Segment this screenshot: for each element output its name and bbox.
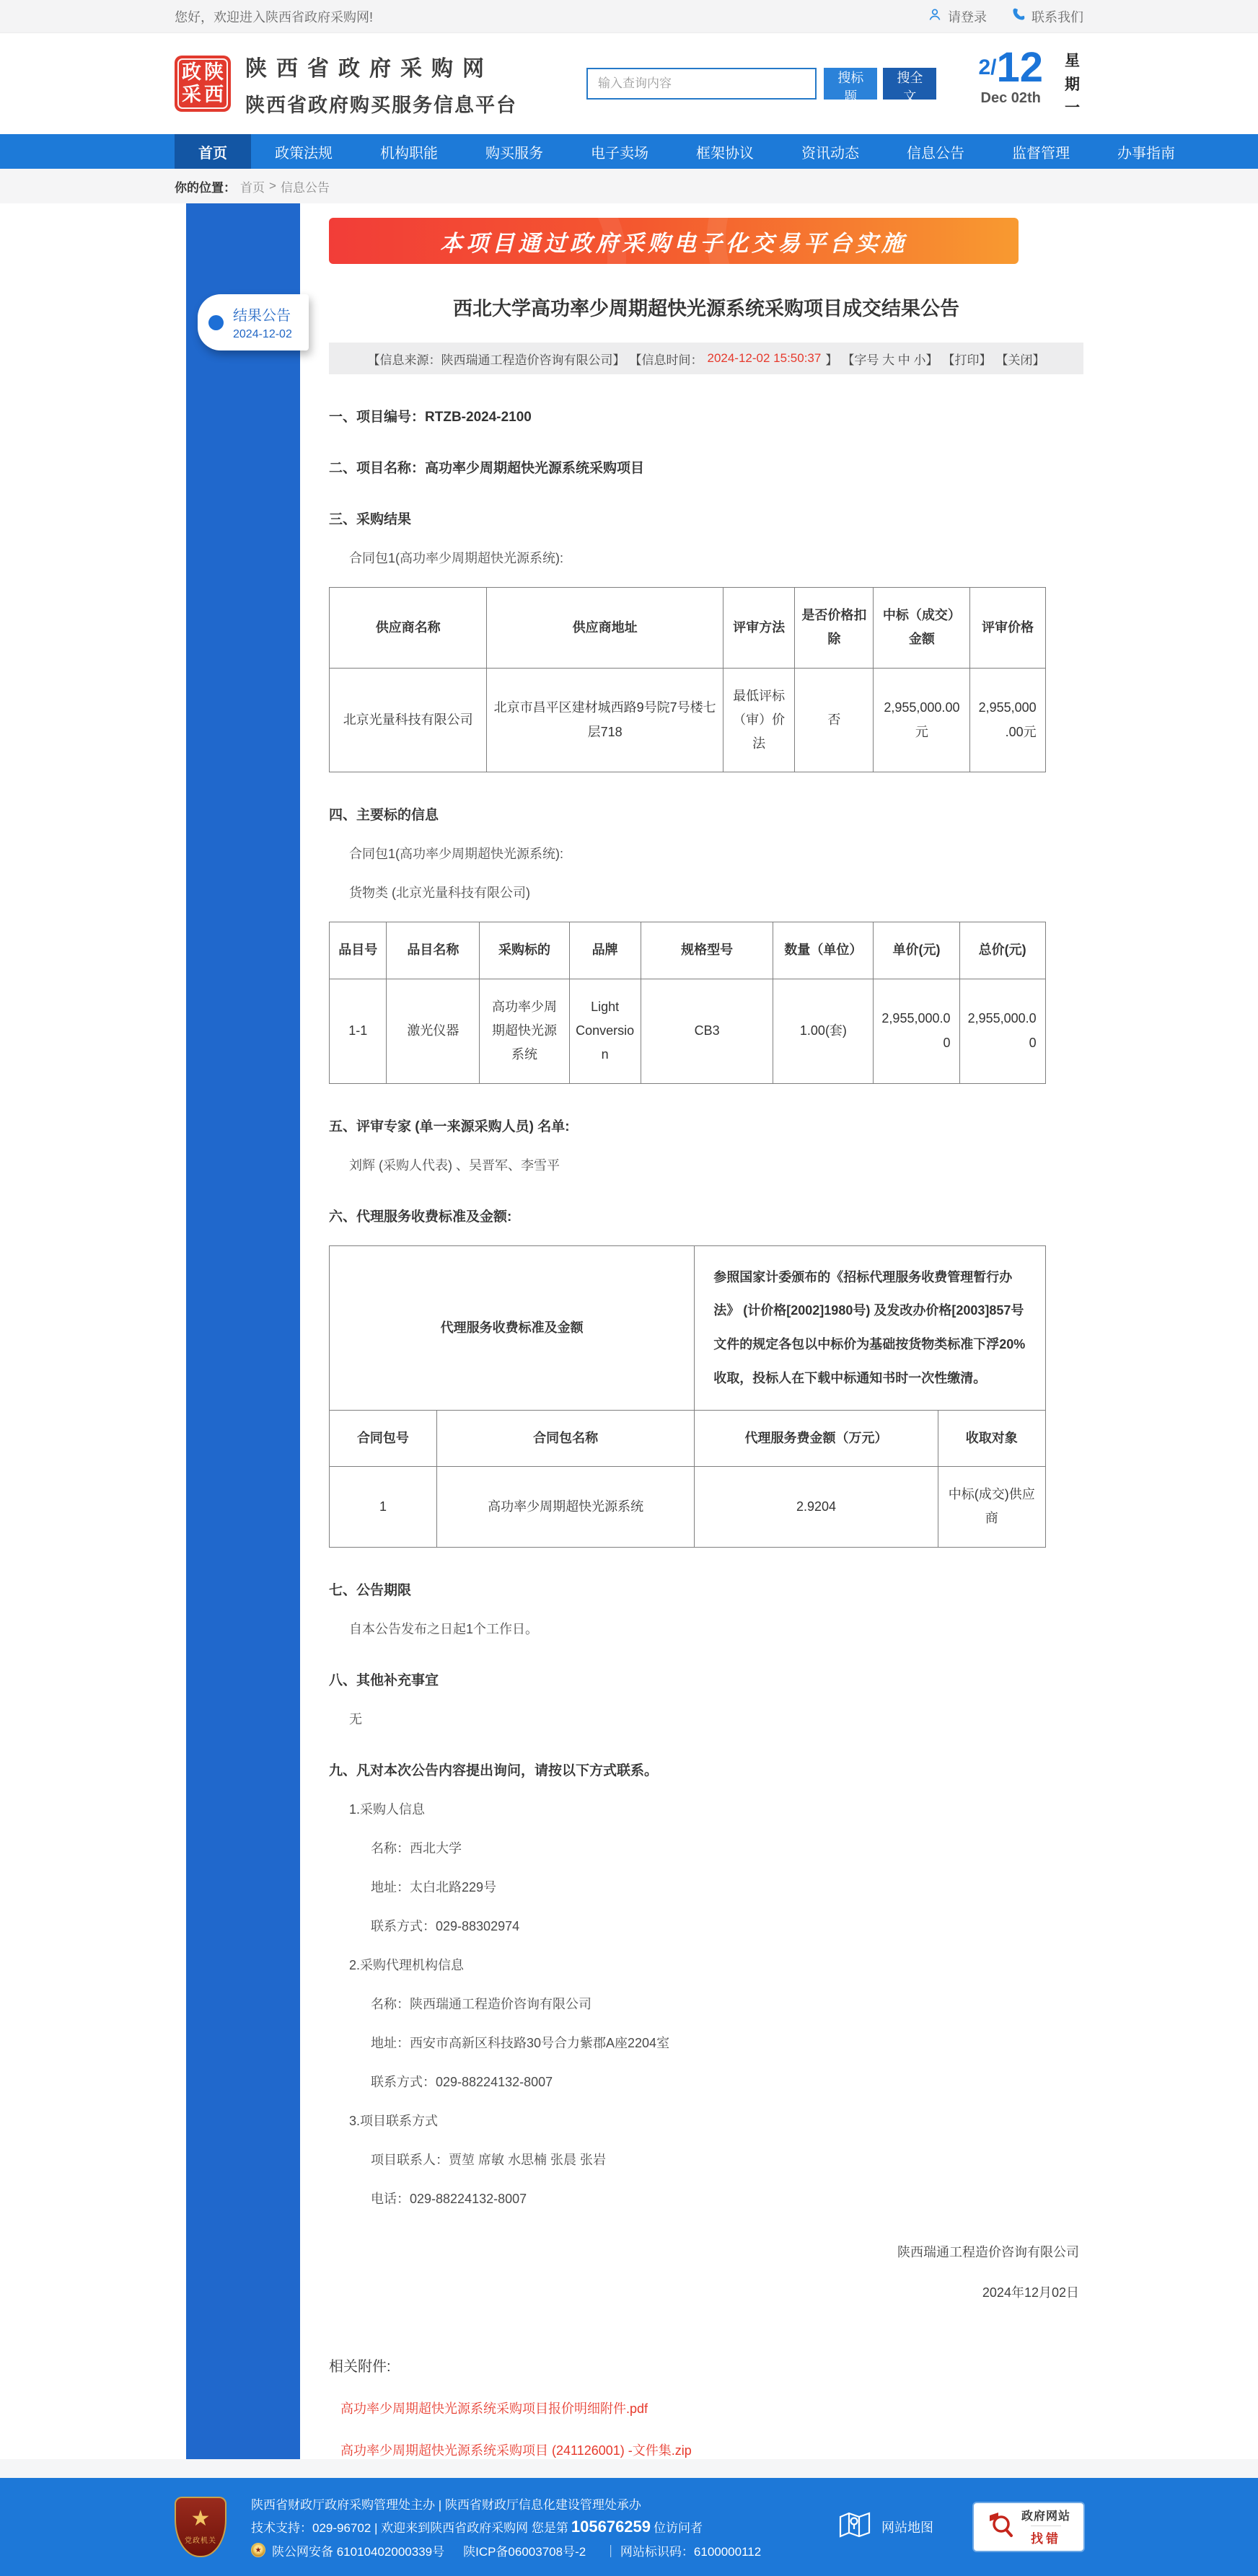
contract-package-line: 合同包1(高功率少周期超快光源系统): [349,551,563,565]
th-item-number: 品目号 [330,922,387,979]
table-header-row [330,1410,1046,1466]
th-review-price: 评审价格 [970,588,1045,669]
cell-total-price: 2,955,000.00 [959,979,1045,1083]
government-emblem-icon [175,2497,226,2557]
bid-subject-table [329,922,1046,1083]
nav-item-news[interactable]: 资讯动态 [801,145,859,162]
cell-unit-price: 2,955,000.00 [874,979,959,1083]
meta-time-label: 【信息时间： [629,353,703,367]
purchaser-phone: 联系方式：029-88302974 [371,1918,520,1933]
search-input[interactable] [586,68,817,100]
nav-item-supervision[interactable]: 监督管理 [1012,145,1070,162]
cell-fee-standard-description: 参照国家计委颁布的《招标代理服务收费管理暂行办法》 (计价格[2002]1980号) 及发改办价格[2003]857号文件的规定各包以中标价为基础按货物类标准下浮20%收取，投标人在下载中标通知书时一次性缴清。 [695,1245,1045,1410]
project-name: 高功率少周期超快光源系统采购项目 [425,461,645,476]
th-award-amount: 中标（成交）金额 [874,588,970,669]
date-widget [978,44,1083,120]
cell-price-deduction: 否 [795,668,874,772]
cell-review-price: 2,955,000.00元 [970,668,1045,772]
nav-item-e-marketplace[interactable]: 电子卖场 [591,145,648,162]
section-9-heading: 九、凡对本次公告内容提出询问，请按以下方式联系。 [329,1763,659,1778]
welcome-text: 您好，欢迎进入陕西省政府采购网! [175,9,373,25]
breadcrumb-separator: > [269,179,276,193]
contract-package-line: 合同包1(高功率少周期超快光源系统): [349,847,563,862]
nav-item-functions[interactable]: 机构职能 [380,145,438,162]
search-bar [586,68,936,104]
logo-char: 政 [182,61,201,83]
th-price-deduction: 是否价格扣除 [795,588,874,669]
cell-item-name: 激光仪器 [387,979,480,1083]
meta-time-value: 2024-12-02 15:50:37 [707,351,822,365]
date-numbers [978,44,1043,92]
purchaser-name: 名称：西北大学 [371,1840,462,1856]
breadcrumb-home-link[interactable]: 首页 [240,180,265,195]
attachments-list [329,2399,1083,2459]
agency-info-title: 2.采购代理机构信息 [349,1957,465,1972]
font-size-controls[interactable]: 【字号 大 中 小】 [842,353,938,367]
gongan-beian-link[interactable]: 陕公网安备 61010402000339号 [272,2544,445,2559]
breadcrumb-bar [0,169,1258,203]
public-security-badge-icon: ★ [251,2543,265,2557]
pre-footer-strip [0,2459,1258,2478]
section-3-heading: 三、采购结果 [329,512,412,527]
section-8-heading: 八、其他补充事宜 [329,1672,439,1688]
th-procurement-subject: 采购标的 [480,922,569,979]
print-button[interactable]: 【打印】 [942,353,992,367]
th-item-name: 品目名称 [387,922,480,979]
agency-phone: 联系方式：029-88224132-8007 [371,2074,553,2089]
site-subtitle: 陕西省政府购买服务信息平台 [245,94,517,116]
project-contact-phone: 电话：029-88224132-8007 [371,2191,527,2206]
nav-item-announcements[interactable]: 信息公告 [907,145,964,162]
date-day: 12 [996,44,1043,92]
sidebar-tab-date: 2024-12-02 [233,328,292,340]
site-identification-code: ｜ 网站标识码：6100000112 [604,2544,762,2559]
meta-source: 【信息来源：陕西瑞通工程造价咨询有限公司】 [367,353,625,367]
bullet-dot-icon [208,315,224,330]
expert-list: 刘辉 (采购人代表) 、吴晋军、李雪平 [349,1157,560,1173]
login-label: 请登录 [948,9,987,25]
supplementary-matters: 无 [349,1711,362,1726]
logo-char: 西 [204,84,224,105]
site-footer [0,2478,1258,2576]
cell-charged-party: 中标(成交)供应商 [938,1467,1045,1548]
cell-agency-fee: 2.9204 [695,1467,938,1548]
th-supplier-name: 供应商名称 [330,588,487,669]
cell-package-number: 1 [330,1467,437,1548]
table-row [330,979,1046,1083]
cell-quantity: 1.00(套) [773,979,874,1083]
attachment-link-zip[interactable]: 高功率少周期超快光源系统采购项目 (241126001) -文件集.zip [340,2443,692,2458]
section-2-project-name [329,457,1083,477]
date-month: 2/ [978,56,997,80]
find-error-label: 找错 [1031,2526,1061,2546]
date-english: Dec 02th [980,90,1041,107]
main-nav [0,134,1258,169]
sidebar-tab-result-announcement[interactable] [198,294,309,350]
project-contact-persons: 项目联系人：贾堃 席敏 水思楠 张晨 张岩 [371,2152,607,2167]
logo-char: 陕 [204,61,224,83]
section-6-heading: 六、代理服务收费标准及金额: [329,1209,512,1225]
th-quantity: 数量（单位） [773,922,874,979]
left-sidebar [186,203,300,2459]
table-row [330,1467,1046,1548]
user-icon [928,7,942,25]
signature-org: 陕西瑞通工程造价咨询有限公司 [897,2244,1079,2259]
table-row [330,668,1046,772]
logo-char: 采 [182,84,201,105]
top-utility-bar [0,0,1258,33]
breadcrumb-label: 你的位置： [175,180,236,195]
cell-procurement-subject: 高功率少周期超快光源系统 [480,979,569,1083]
agency-address: 地址：西安市高新区科技路30号合力紫郡A座2204室 [371,2035,670,2050]
sitemap-label: 网站地图 [881,2520,933,2535]
th-brand: 品牌 [569,922,641,979]
search-fulltext-button[interactable]: 搜全文 [883,68,936,100]
site-title: 陕西省政府采购网 [245,56,493,81]
magnifier-icon [987,2511,1014,2542]
project-contact-title: 3.项目联系方式 [349,2113,439,2128]
cell-supplier-address: 北京市昌平区建材城西路9号院7号楼七层718 [487,668,723,772]
agency-fee-table [329,1245,1046,1548]
section-2-label: 二、项目名称： [329,461,426,476]
purchaser-info-title: 1.采购人信息 [349,1801,426,1817]
contact-us-label: 联系我们 [1032,9,1083,25]
cell-fee-standard-label: 代理服务收费标准及金额 [330,1245,695,1410]
footer-beian-line [251,2541,761,2559]
section-7-heading: 七、公告期限 [329,1582,412,1598]
signature-date: 2024年12月02日 [982,2285,1079,2300]
find-error-badge[interactable] [974,2503,1083,2551]
sitemap-link[interactable] [838,2510,933,2544]
footer-visitor-line [251,2518,761,2536]
th-package-number: 合同包号 [330,1410,437,1466]
nav-item-home[interactable]: 首页 [175,134,251,169]
cell-award-amount: 2,955,000.00元 [874,668,970,772]
map-icon [838,2510,871,2544]
cell-item-number: 1-1 [330,979,387,1083]
icp-beian-link[interactable]: 陕ICP备06003708号-2 [463,2544,586,2559]
footer-organizer-line: 陕西省财政厅政府采购管理处主办 | 陕西省财政厅信息化建设管理处承办 [251,2497,641,2512]
nav-item-policies[interactable]: 政策法规 [275,145,333,162]
announcement-content [300,203,1083,2459]
emblem-label: 党政机关 [185,2537,216,2546]
site-brand [245,50,517,118]
site-logo [175,56,231,112]
cell-model: CB3 [641,979,773,1083]
cell-supplier-name: 北京光量科技有限公司 [330,668,487,772]
attachments-title: 相关附件: [329,2358,391,2375]
sidebar-tab-title: 结果公告 [233,308,291,324]
table-merged-row [330,1245,1046,1410]
th-total-price: 总价(元) [959,922,1045,979]
cell-review-method: 最低评标（审）价法 [723,668,794,772]
site-header [0,33,1258,134]
cell-package-name: 高功率少周期超快光源系统 [436,1467,694,1548]
table-header-row [330,922,1046,979]
main-area [0,203,1258,2459]
nav-item-framework-agreement[interactable]: 框架协议 [696,145,754,162]
find-error-title: 政府网站 [1021,2510,1070,2523]
close-button[interactable]: 【关闭】 [995,353,1045,367]
th-model: 规格型号 [641,922,773,979]
th-review-method: 评审方法 [723,588,794,669]
section-1-label: 一、项目编号： [329,410,426,425]
footer-info [251,2489,761,2564]
section-1-project-number [329,406,1083,425]
login-link[interactable] [928,7,987,26]
platform-banner: 本项目通过政府采购电子化交易平台实施 [329,218,1019,264]
th-charged-party: 收取对象 [938,1410,1045,1466]
th-agency-fee: 代理服务费金额（万元） [695,1410,938,1466]
search-title-button[interactable]: 搜标题 [824,68,877,100]
contact-us-link[interactable] [1011,7,1083,26]
agency-name: 名称：陕西瑞通工程造价咨询有限公司 [371,1996,591,2011]
breadcrumb-current-link[interactable]: 信息公告 [280,180,330,195]
visitor-count: 105676259 [571,2517,651,2536]
cell-brand: Light Conversion [569,979,641,1083]
footer-tech-support: 技术支持：029-96702 | 欢迎来到陕西省政府采购网 您是第 [251,2521,568,2536]
phone-icon [1011,7,1026,25]
table-header-row [330,588,1046,669]
section-5-heading: 五、评审专家 (单一来源采购人员) 名单: [329,1119,570,1134]
procurement-result-table [329,587,1046,772]
meta-time-close: 】 [825,353,838,367]
announcement-title: 西北大学高功率少周期超快光源系统采购项目成交结果公告 [453,298,959,319]
announcement-meta-bar [329,343,1083,374]
project-number: RTZB-2024-2100 [425,410,532,425]
emblem-star-icon: ★ [190,2507,211,2531]
section-4-heading: 四、主要标的信息 [329,808,439,824]
nav-item-purchase-services[interactable]: 购买服务 [485,145,543,162]
goods-category-line: 货物类 (北京光量科技有限公司) [349,886,530,901]
th-package-name: 合同包名称 [436,1410,694,1466]
announcement-period: 自本公告发布之日起1个工作日。 [349,1621,539,1636]
weekday-vertical: 星期一 [1065,53,1080,117]
purchaser-address: 地址：太白北路229号 [371,1879,497,1894]
attachment-link-pdf[interactable]: 高功率少周期超快光源系统采购项目报价明细附件.pdf [340,2401,648,2416]
visitor-suffix: 位访问者 [654,2521,703,2536]
th-supplier-address: 供应商地址 [487,588,723,669]
th-unit-price: 单价(元) [874,922,959,979]
nav-item-guide[interactable]: 办事指南 [1117,145,1175,162]
